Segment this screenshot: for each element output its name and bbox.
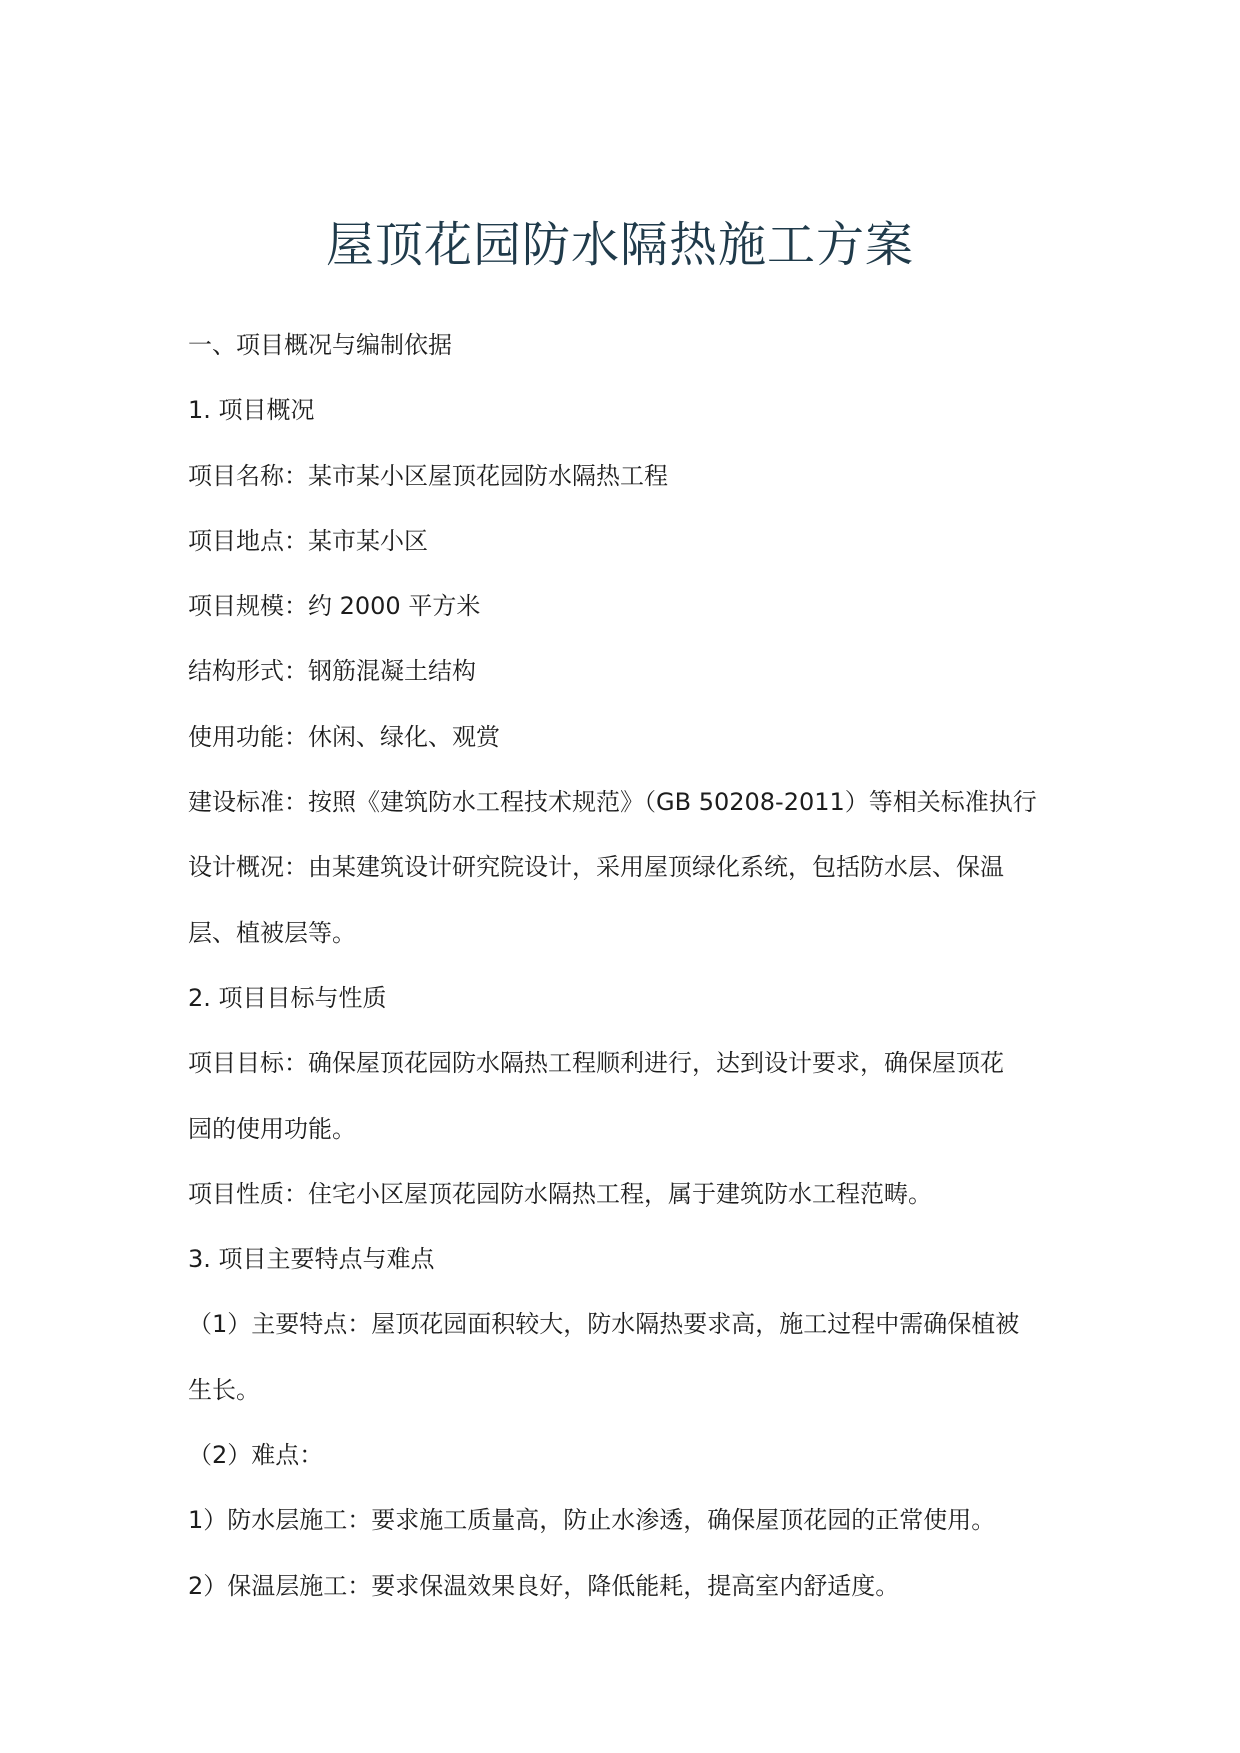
document-body	[188, 313, 1058, 1619]
paragraph-design-overview: 设计概况：由某建筑设计研究院设计，采用屋顶绿化系统，包括防水层、保温	[188, 853, 1004, 882]
paragraph-project-name: 项目名称：某市某小区屋顶花园防水隔热工程	[188, 461, 668, 490]
subsection-heading-features: 3. 项目主要特点与难点	[188, 1245, 435, 1274]
section-heading-overview: 一、项目概况与编制依据	[188, 331, 452, 359]
list-item-waterproof-layer: 1）防水层施工：要求施工质量高，防止水渗透，确保屋顶花园的正常使用。	[188, 1506, 996, 1535]
paragraph-project-scale: 项目规模：约 2000 平方米	[188, 592, 481, 621]
paragraph-project-nature: 项目性质：住宅小区屋顶花园防水隔热工程，属于建筑防水工程范畴。	[188, 1179, 932, 1208]
subsection-heading-goals: 2. 项目目标与性质	[188, 983, 387, 1012]
paragraph-design-overview-cont: 层、植被层等。	[188, 918, 356, 947]
subsection-heading-project-overview: 1. 项目概况	[188, 396, 315, 425]
paragraph-project-goal: 项目目标：确保屋顶花园防水隔热工程顺利进行，达到设计要求，确保屋顶花	[188, 1049, 1004, 1078]
paragraph-main-features: （1）主要特点：屋顶花园面积较大，防水隔热要求高，施工过程中需确保植被	[188, 1310, 1020, 1339]
paragraph-construction-standard: 建设标准：按照《建筑防水工程技术规范》（GB 50208-2011）等相关标准执行	[188, 788, 1037, 817]
paragraph-difficulties: （2）难点：	[188, 1441, 324, 1470]
paragraph-main-features-cont: 生长。	[188, 1375, 260, 1404]
document-title: 屋顶花园防水隔热施工方案	[325, 217, 914, 273]
paragraph-project-location: 项目地点：某市某小区	[188, 526, 428, 555]
paragraph-structure-type: 结构形式：钢筋混凝土结构	[188, 657, 476, 686]
paragraph-project-goal-cont: 园的使用功能。	[188, 1114, 356, 1143]
list-item-insulation-layer: 2）保温层施工：要求保温效果良好，降低能耗，提高室内舒适度。	[188, 1571, 900, 1600]
paragraph-function: 使用功能：休闲、绿化、观赏	[188, 722, 500, 751]
